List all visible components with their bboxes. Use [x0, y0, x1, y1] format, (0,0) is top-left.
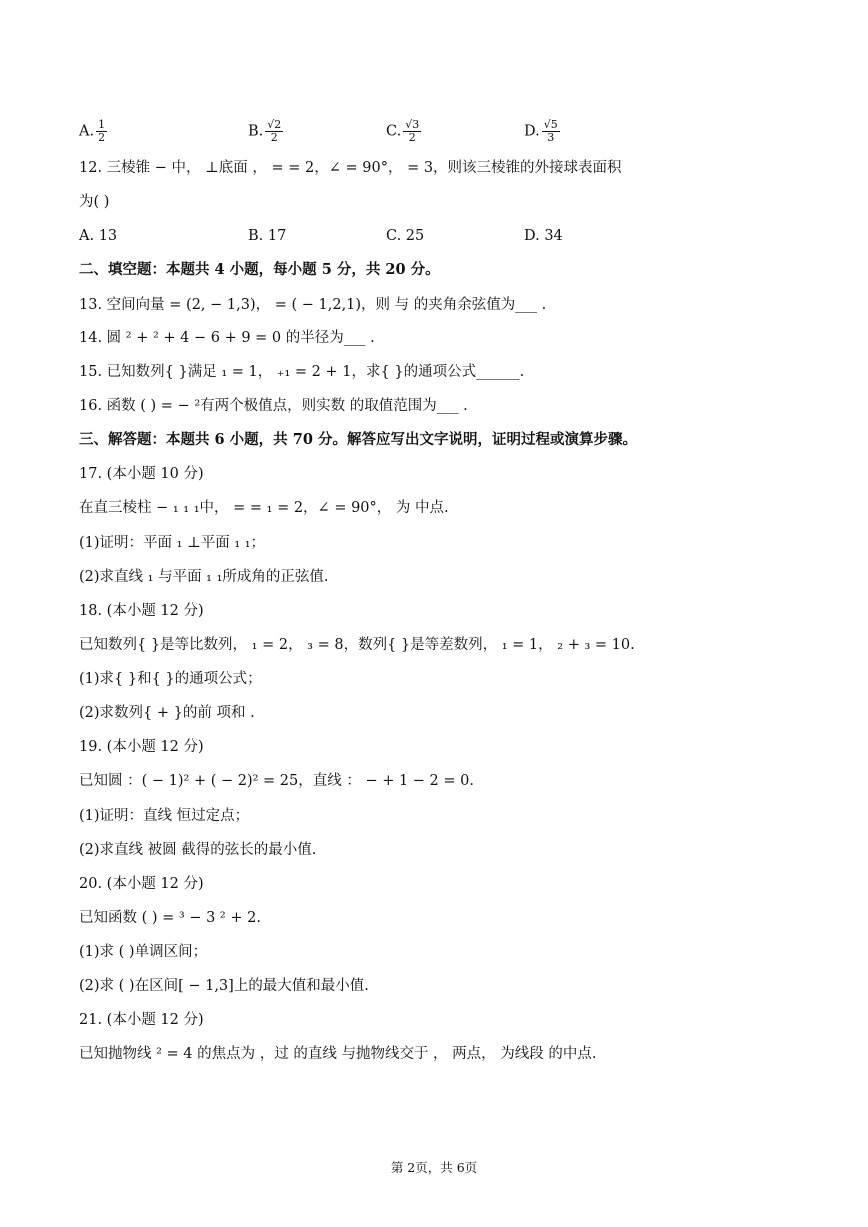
q19-stem: 已知圆 ：( − 1)² + ( − 2)² = 25，直线 ： − + 1 − 2 = 0. — [79, 773, 474, 789]
q15: 15. 已知数列{ }满足 ₁ = 1， ₊₁ = 2 + 1，求{ }的通项公式______. — [79, 364, 525, 380]
q17-stem: 在直三棱柱 − ₁ ₁ ₁中， = = ₁ = 2，∠ = 90°， 为 中点. — [79, 500, 449, 516]
q16: 16. 函数 ( ) = − ²有两个极值点，则实数 的取值范围为___ . — [79, 398, 468, 414]
q12-line1: 12. 三棱锥 − 中， ⊥底面 ， = = 2，∠ = 90°， = 3，则该三棱锥的外接球表面积 — [79, 160, 622, 176]
q21-stem: 已知抛物线 ² = 4 的焦点为 ，过 的直线 与抛物线交于 ， 两点， 为线段 的中点. — [79, 1046, 597, 1062]
q18-head: 18. (本小题 12 分) — [79, 603, 204, 619]
q11-option-c: C. $\frac{√3}{2}$ — [386, 118, 420, 144]
q11-option-d: D. $\frac{√5}{3}$ — [524, 118, 558, 144]
q19-head: 19. (本小题 12 分) — [79, 739, 204, 755]
q19-part2: (2)求直线 被圆 截得的弦长的最小值. — [79, 842, 317, 858]
q12-option-d: D. 34 — [524, 228, 563, 244]
q13: 13. 空间向量 = (2, − 1,3)， = ( − 1,2,1)，则 与 的夹角余弦值为___ . — [79, 297, 547, 313]
section-heading-fill-in: 二、填空题：本题共 4 小题，每小题 5 分，共 20 分。 — [79, 261, 440, 278]
q11-option-b: B. $\frac{√2}{2}$ — [248, 118, 282, 144]
q18-stem: 已知数列{ }是等比数列， ₁ = 2， ₃ = 8，数列{ }是等差数列， ₁ = 1， ₂ + ₃ = 10. — [79, 637, 635, 653]
q20-part1: (1)求 ( )单调区间； — [79, 944, 208, 960]
q18-part2: (2)求数列{ + }的前 项和 . — [79, 705, 255, 721]
q20-stem: 已知函数 ( ) = ³ − 3 ² + 2. — [79, 910, 261, 926]
q12-option-c: C. 25 — [386, 228, 425, 244]
q20-part2: (2)求 ( )在区间[ − 1,3]上的最大值和最小值. — [79, 978, 369, 994]
q20-head: 20. (本小题 12 分) — [79, 876, 204, 892]
q14: 14. 圆 ² + ² + 4 − 6 + 9 = 0 的半径为___ . — [79, 330, 375, 346]
q17-part2: (2)求直线 ₁ 与平面 ₁ ₁所成角的正弦值. — [79, 569, 329, 585]
q17-head: 17. (本小题 10 分) — [79, 466, 204, 482]
q12-option-a: A. 13 — [79, 228, 118, 244]
q12-line2: 为( ) — [79, 194, 110, 210]
q18-part1: (1)求{ }和{ }的通项公式； — [79, 671, 262, 687]
q17-part1: (1)证明：平面 ₁ ⊥平面 ₁ ₁； — [79, 535, 266, 551]
page-footer: 第 2页，共 6页 — [390, 1160, 478, 1175]
q12-option-b: B. 17 — [248, 228, 287, 244]
q11-option-a: A. $\frac{1}{2}$ — [79, 118, 106, 144]
section-heading-solutions: 三、解答题：本题共 6 小题，共 70 分。解答应写出文字说明，证明过程或演算步骤。 — [79, 431, 637, 448]
q21-head: 21. (本小题 12 分) — [79, 1012, 204, 1028]
q19-part1: (1)证明：直线 恒过定点； — [79, 808, 250, 824]
